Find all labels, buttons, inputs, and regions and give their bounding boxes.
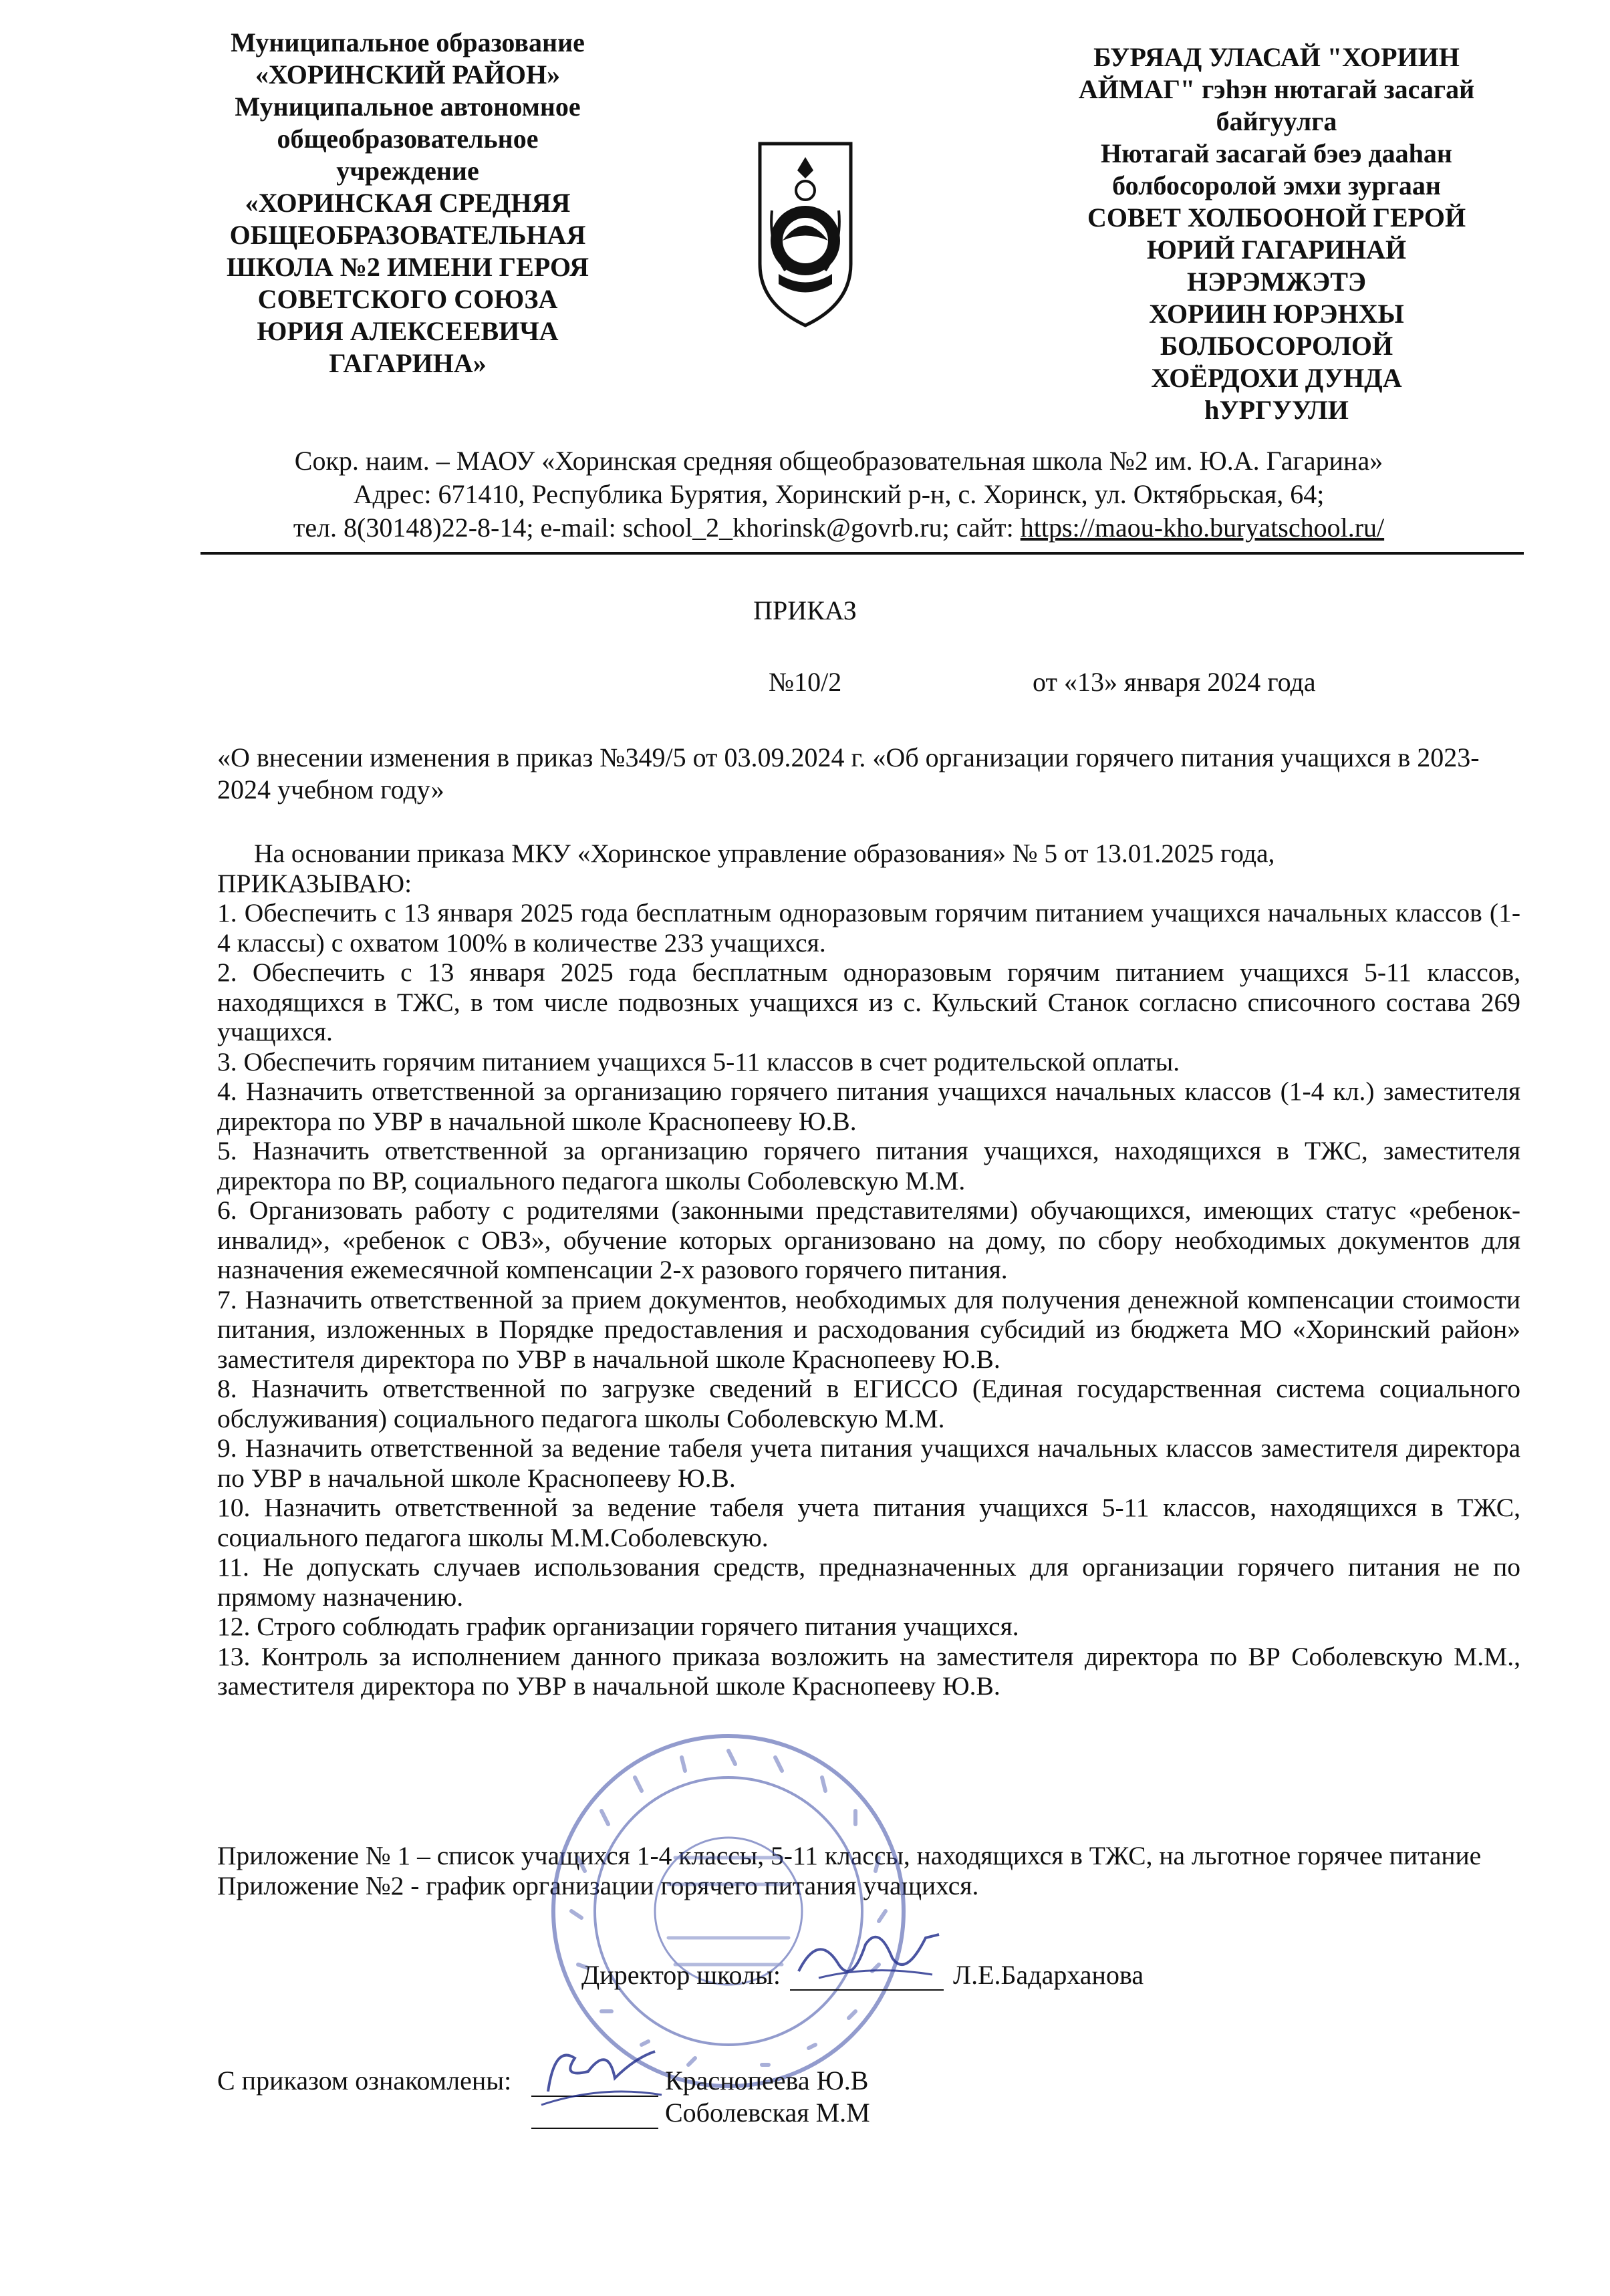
header-right-line: ХОРИИН ЮРЭНХЫ: [1149, 299, 1404, 329]
order-item: 13. Контроль за исполнением данного приказа возложить на заместителя директора по ВР Соболевскую М.М., заместителя директора по УВР в начальной школе Краснопееву Ю.В.: [217, 1641, 1520, 1701]
header-left-line: ШКОЛА №2 ИМЕНИ ГЕРОЯ: [226, 252, 589, 282]
order-body: [217, 839, 1520, 1701]
header-left-line: Муниципальное автономное: [235, 92, 581, 122]
header-right-line: байгуулга: [1216, 106, 1337, 136]
ack-signature-icon: [535, 2031, 668, 2112]
header-divider: [200, 552, 1524, 555]
director-signature-icon: [792, 1924, 946, 1991]
header-right-line: ЮРИЙ ГАГАРИНАЙ: [1146, 235, 1407, 265]
appendix-2: Приложение №2 - график организации горячего питания учащихся.: [217, 1870, 979, 1900]
header-right-buryat: [1036, 41, 1517, 426]
site-link[interactable]: https://maou-kho.buryatschool.ru/: [1020, 513, 1385, 543]
ack-name: Соболевская М.М: [665, 2098, 870, 2128]
header-left-line: СОВЕТСКОГО СОЮЗА: [257, 284, 558, 314]
acknowledgement-label: С приказом ознакомлены:: [217, 2065, 512, 2096]
header-left-line: «ХОРИНСКИЙ РАЙОН»: [255, 59, 561, 90]
header-left-line: общеобразовательное: [277, 124, 539, 154]
order-item: 6. Организовать работу с родителями (законными представителями) обучающихся, имеющих статус «ребенок-инвалид», «ребенок с ОВЗ», обучение которых организовано на дому, по сбору необходимых документов для назначения ежемесячной компенсации 2-х разового горячего питания.: [217, 1195, 1520, 1284]
order-item: 11. Не допускать случаев использования средств, предназначенных для организации горячего питания не по прямому назначению.: [217, 1552, 1520, 1612]
header-right-line: НЭРЭМЖЭТЭ: [1186, 267, 1367, 297]
order-item: 3. Обеспечить горячим питанием учащихся 5-11 классов в счет родительской оплаты.: [217, 1046, 1180, 1077]
appendix-1: Приложение № 1 – список учащихся 1-4 классы, 5-11 классы, находящихся в ТЖС, на льготное горячее питание: [217, 1841, 1482, 1870]
decree-text: ПРИКАЗЫВАЮ:: [217, 868, 412, 898]
phone-email-text: тел. 8(30148)22-8-14; e-mail: school_2_khorinsk@govrb.ru; сайт:: [293, 513, 1021, 543]
director-name: Л.Е.Бадарханова: [952, 1960, 1144, 1990]
order-item: 12. Строго соблюдать график организации горячего питания учащихся.: [217, 1612, 1019, 1641]
order-number: №10/2: [769, 667, 842, 697]
header-left-line: Муниципальное образование: [231, 27, 585, 57]
header-left-line: ЮРИЯ АЛЕКСЕЕВИЧА: [257, 316, 559, 346]
header-left-line: учреждение: [336, 156, 479, 186]
director-role: Директор школы:: [581, 1960, 781, 1990]
phone-email: [174, 511, 1504, 545]
basis-text: На основании приказа МКУ «Хоринское управление образования» № 5 от 13.01.2025 года,: [254, 839, 1275, 868]
order-item: 5. Назначить ответственной за организацию горячего питания учащихся, находящихся в ТЖС, заместителя директора по ВР, социального педагога школы Соболевскую М.М.: [217, 1136, 1520, 1195]
order-item: 1. Обеспечить с 13 января 2025 года бесплатным одноразовым горячим питанием учащихся начальных классов (1-4 классы) с охватом 100% в количестве 233 учащихся.: [217, 898, 1520, 958]
ack-name: Краснопеева Ю.В: [665, 2065, 869, 2096]
order-item: 7. Назначить ответственной за прием документов, необходимых для получения денежной компенсации стоимости питания, изложенных в Порядке предоставления и расходования субсидий из бюджета МО «Хоринский район» заместителя директора по УВР в начальной школе Краснопееву Ю.В.: [217, 1284, 1520, 1374]
header-right-line: болбосоролой эмхи зургаан: [1112, 170, 1441, 200]
order-subject: «О внесении изменения в приказ №349/5 от 03.09.2024 г. «Об организации горячего питания учащихся в 2023-2024 учебном году»: [217, 742, 1480, 805]
header-right-line: СОВЕТ ХОЛБООНОЙ ГЕРОЙ: [1087, 202, 1466, 233]
header-left-russian: [190, 27, 625, 380]
address: Адрес: 671410, Республика Бурятия, Хоринский р-н, с. Хоринск, ул. Октябрьская, 64;: [353, 479, 1325, 509]
header-left-line: ГАГАРИНА»: [329, 348, 487, 378]
contacts-block: [174, 444, 1504, 545]
header-right-line: ХОЁРДОХИ ДУНДА: [1151, 363, 1402, 393]
order-item: 10. Назначить ответственной за ведение табеля учета питания учащихся 5-11 классов, находящихся в ТЖС, социального педагога школы М.М.Соболевскую.: [217, 1493, 1520, 1552]
header-right-line: БУРЯАД УЛАСАЙ "ХОРИИН: [1093, 42, 1460, 72]
order-date: от «13» января 2024 года: [1033, 667, 1316, 697]
header-right-line: АЙМАГ" гэһэн нютагай засагай: [1078, 74, 1475, 104]
order-item: 8. Назначить ответственной по загрузке сведений в ЕГИССО (Единая государственная система социального обслуживания) социального педагога школы Соболевскую М.М.: [217, 1374, 1520, 1433]
header-right-line: һУРГУУЛИ: [1204, 395, 1349, 425]
header-left-line: «ХОРИНСКАЯ СРЕДНЯЯ: [245, 188, 571, 218]
header-left-line: ОБЩЕОБРАЗОВАТЕЛЬНАЯ: [229, 220, 586, 250]
order-item: 2. Обеспечить с 13 января 2025 года бесплатным одноразовым горячим питанием учащихся 5-11 классов, находящихся в ТЖС, в том числе подвозных учащихся из с. Кульский Станок согласно списочного состава 269 учащихся.: [217, 958, 1520, 1046]
document-title: ПРИКАЗ: [753, 595, 857, 625]
header-right-line: Нютагай засагай бэеэ дааһан: [1101, 138, 1452, 168]
order-item: 9. Назначить ответственной за ведение табеля учета питания учащихся начальных классов заместителя директора по УВР в начальной школе Краснопееву Ю.В.: [217, 1433, 1520, 1493]
header-right-line: БОЛБОСОРОЛОЙ: [1160, 331, 1393, 361]
coat-of-arms-icon: [752, 130, 859, 331]
short-name: Сокр. наим. – МАОУ «Хоринская средняя общеобразовательная школа №2 им. Ю.А. Гагарина»: [294, 446, 1383, 476]
order-item: 4. Назначить ответственной за организацию горячего питания учащихся начальных классов (1-4 кл.) заместителя директора по УВР в начальной школе Краснопееву Ю.В.: [217, 1077, 1520, 1136]
ack-signature-line: [531, 2128, 658, 2129]
